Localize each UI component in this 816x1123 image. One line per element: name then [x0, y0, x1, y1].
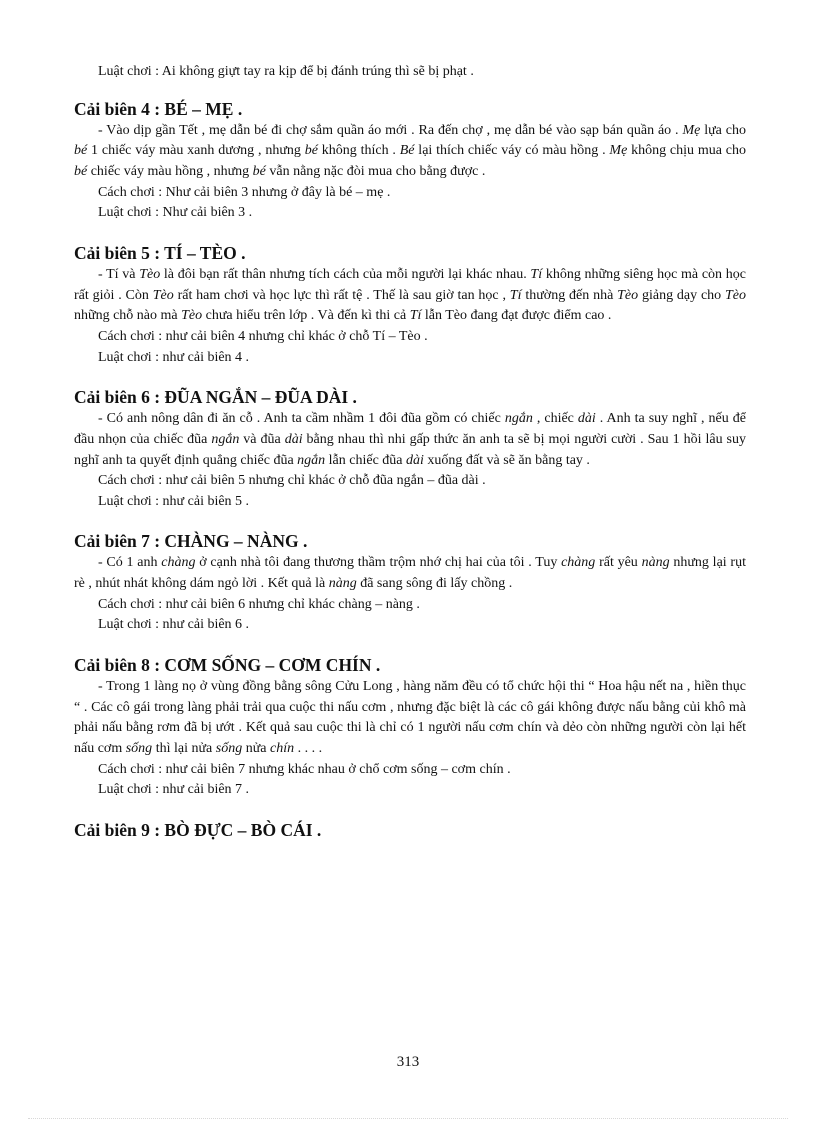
text-run: lẫn chiếc đũa: [325, 452, 407, 468]
rule-line: Luật chơi : như cải biên 5 .: [98, 493, 250, 509]
emphasis-word: Tèo: [181, 308, 203, 324]
emphasis-word: Tí: [530, 266, 543, 282]
text-run: - Có anh nông dân đi ăn cỗ . Anh ta cầm nhầm 1 đôi đũa gồm có chiếc: [98, 411, 505, 427]
text-run: - Tí và: [98, 266, 140, 282]
emphasis-word: dài: [406, 452, 424, 468]
section: [74, 241, 746, 368]
text-run: giảng dạy cho: [638, 287, 726, 303]
section: [74, 97, 746, 224]
rule-line: Luật chơi : như cải biên 6 .: [98, 617, 250, 633]
emphasis-word: bé: [74, 143, 88, 159]
story-paragraph: [74, 265, 746, 327]
emphasis-word: Mẹ: [609, 143, 628, 159]
rule-line: Luật chơi : như cải biên 7 .: [98, 782, 250, 798]
rule-line-prev: Luật chơi : Ai không giựt tay ra kịp để bị đánh trúng thì sẽ bị phạt .: [98, 64, 474, 79]
text-run: rất yêu: [595, 555, 642, 571]
text-run: nhưng lại rụt rè , nhút nhát không dám ngỏ lời . Kết quả là: [74, 555, 746, 592]
emphasis-word: ngắn: [211, 431, 240, 447]
page-number: 313: [396, 1054, 420, 1070]
section: [74, 385, 746, 512]
rule-line: Luật chơi : Như cải biên 3 .: [98, 205, 253, 221]
story-paragraph: [74, 409, 746, 471]
section: [74, 653, 746, 801]
text-run: đã sang sông đi lấy chồng .: [356, 576, 513, 592]
section-heading: Cải biên 8 : CƠM SỐNG – CƠM CHÍN .: [74, 655, 381, 676]
how-to-play-line: Cách chơi : như cải biên 6 nhưng chỉ khác chàng – nàng .: [98, 596, 420, 612]
text-run: - Vào dịp gần Tết , mẹ dẫn bé đi chợ sắm quần áo mới . Ra đến chợ , mẹ dẫn bé vào sạp bán quần áo .: [98, 122, 683, 138]
emphasis-word: bé: [252, 164, 266, 179]
section-heading: Cải biên 6 : ĐŨA NGẮN – ĐŨA DÀI .: [74, 387, 357, 408]
emphasis-word: Tí: [409, 308, 422, 324]
story-paragraph: [74, 553, 746, 594]
text-run: không thích .: [317, 143, 400, 159]
text-run: , chiếc: [532, 411, 578, 427]
how-to-play-line: Cách chơi : như cải biên 5 nhưng chỉ khác ở chỗ đũa ngắn – đũa dài .: [98, 473, 486, 489]
emphasis-word: Mẹ: [682, 122, 701, 138]
section-heading: Cải biên 5 : TÍ – TÈO .: [74, 242, 246, 263]
bottom-divider: [28, 1118, 788, 1119]
text-run: nửa: [242, 741, 271, 757]
text-run: rất ham chơi và học lực thì rất tệ . Thế là sau giờ tan học ,: [173, 287, 510, 303]
sections-container: [74, 97, 746, 842]
text-run: là đôi bạn rất thân nhưng tích cách của mỗi người lại khác nhau.: [160, 266, 531, 282]
emphasis-word: dài: [284, 431, 303, 447]
emphasis-word: Tí: [509, 287, 522, 303]
emphasis-word: dài: [577, 411, 596, 427]
rule-line: Luật chơi : như cải biên 4 .: [98, 349, 250, 365]
text-run: 1 chiếc váy màu xanh dương , nhưng: [87, 143, 305, 159]
text-run: không những siêng học mà còn học rất giỏi . Còn: [74, 266, 746, 303]
text-run: ở cạnh nhà tôi đang thương thầm trộm nhớ chị hai của tôi . Tuy: [195, 555, 562, 571]
emphasis-word: chàng: [561, 555, 596, 571]
section: [74, 529, 746, 636]
text-run: không chịu mua cho: [627, 143, 746, 159]
text-run: - Trong 1 làng nọ ở vùng đồng bằng sông Cửu Long , hàng năm đều có tổ chức hội thi “ Hoa hậu nết na , hiền thục “ . Các cô gái trong làng phải trải qua cuộc thi nấu cơm , nhưng đặc biệt là các cô gái không được nấu bằng củi khô mà phải nấu bằng rơm đã bị ướt . Kết quả sau cuộc thi là chỉ có 1 người nấu cơm chín và dẻo còn những người còn lại hết nấu cơm: [74, 679, 746, 757]
text-run: . Anh ta suy nghĩ , nếu để đầu nhọn của chiếc đũa: [74, 411, 746, 447]
emphasis-word: nàng: [641, 555, 670, 571]
text-run: thì lại nửa: [152, 741, 216, 757]
document-page: [74, 62, 746, 842]
section: [74, 818, 746, 842]
emphasis-word: Tèo: [617, 287, 639, 303]
emphasis-word: ngắn: [297, 452, 326, 468]
text-run: bằng nhau thì nhi gấp thức ăn anh ta sẽ bị mọi người cười . Sau 1 hồi lâu suy nghĩ anh ta quyết định quẳng chiếc đũa: [74, 431, 747, 468]
text-run: chưa hiểu trên lớp . Và đến kì thi cả: [202, 308, 410, 324]
text-run: - Có 1 anh: [98, 555, 162, 571]
emphasis-word: chín: [270, 741, 295, 757]
emphasis-word: Tèo: [152, 287, 174, 303]
how-to-play-line: Cách chơi : như cải biên 7 nhưng khác nhau ở chổ cơm sống – cơm chín .: [98, 761, 511, 777]
emphasis-word: Tèo: [725, 287, 747, 303]
text-run: lẫn Tèo đang đạt được điểm cao .: [421, 308, 612, 324]
section-heading: Cải biên 4 : BÉ – MẸ .: [74, 98, 243, 119]
text-run: chiếc váy màu hồng , nhưng: [87, 164, 253, 179]
how-to-play-line: Cách chơi : Như cải biên 3 nhưng ở đây là bé – mẹ .: [98, 184, 391, 200]
emphasis-word: ngắn: [504, 411, 533, 427]
story-paragraph: [74, 677, 746, 760]
section-heading: Cải biên 7 : CHÀNG – NÀNG .: [74, 531, 308, 552]
emphasis-word: bé: [74, 164, 88, 179]
text-run: lại thích chiếc váy có màu hồng .: [414, 143, 610, 159]
text-run: và đũa: [239, 431, 285, 447]
emphasis-word: bé: [304, 143, 318, 159]
how-to-play-line: Cách chơi : như cải biên 4 nhưng chỉ khác ở chỗ Tí – Tèo .: [98, 329, 428, 344]
text-run: thường đến nhà: [521, 287, 618, 303]
emphasis-word: Tèo: [139, 266, 161, 282]
text-run: vẫn nằng nặc đòi mua cho bằng được .: [265, 164, 486, 179]
text-run: lựa cho: [700, 122, 746, 138]
section-heading: Cải biên 9 : BÒ ĐỰC – BÒ CÁI .: [74, 820, 322, 841]
text-run: xuống đất và sẽ ăn bằng tay .: [423, 452, 590, 468]
emphasis-word: chàng: [161, 555, 196, 571]
emphasis-word: Bé: [399, 143, 415, 159]
emphasis-word: sống: [125, 741, 153, 757]
text-run: những chỗ nào mà: [74, 308, 182, 324]
text-run: . . . .: [294, 741, 323, 757]
emphasis-word: sống: [215, 741, 243, 757]
story-paragraph: [74, 121, 746, 183]
emphasis-word: nàng: [328, 576, 357, 592]
